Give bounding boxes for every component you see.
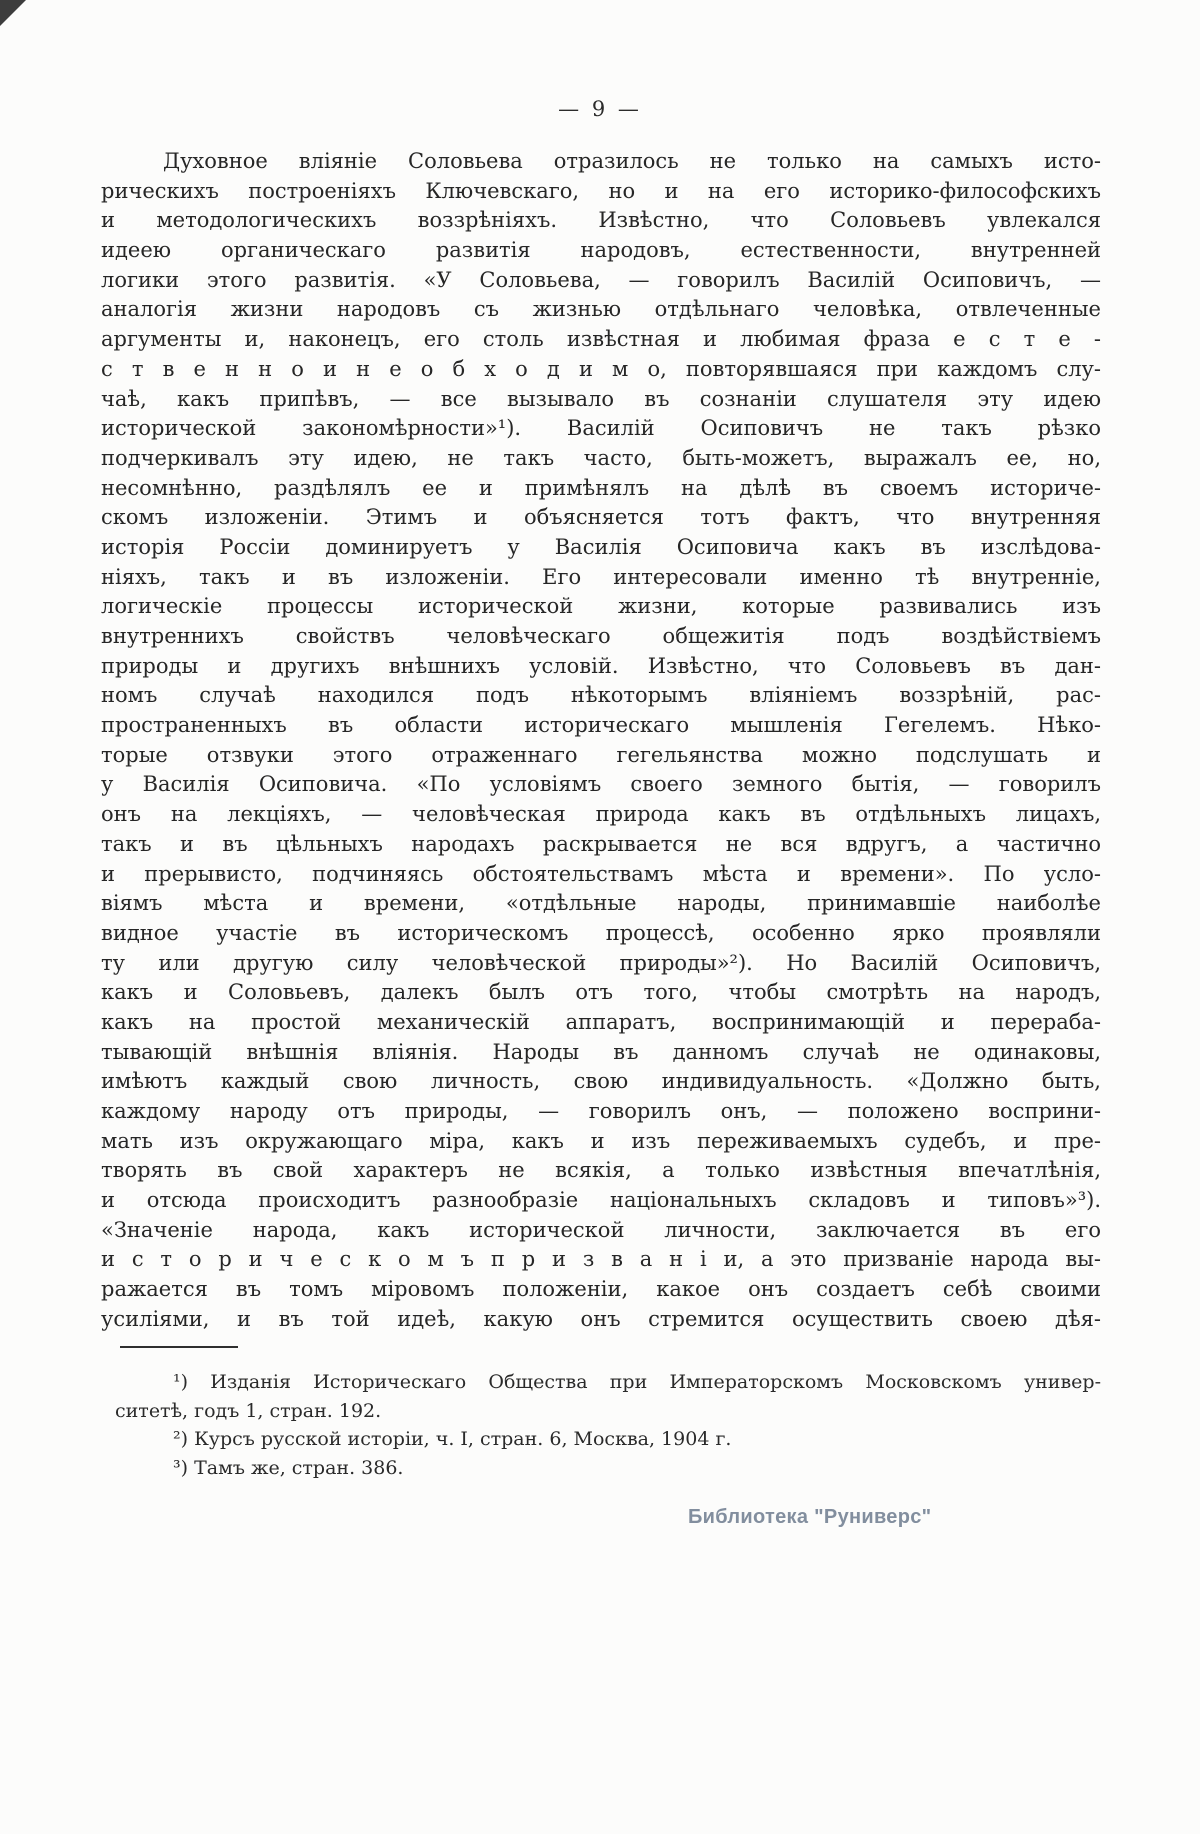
footnote-line: ³) Тамъ же, стран. 386. xyxy=(173,1456,404,1479)
body-line: какъ на простой механическій аппаратъ, воспринимающій и перераба- xyxy=(101,1009,1101,1034)
body-line: природы и другихъ внѣшнихъ условій. Извѣстно, что Соловьевъ въ дан- xyxy=(101,653,1101,678)
body-line: ражается въ томъ міровомъ положеніи, какое онъ создаетъ себѣ своими xyxy=(101,1277,1101,1302)
footnote-line: ²) Курсъ русской исторіи, ч. I, стран. 6, Москва, 1904 г. xyxy=(173,1428,732,1450)
body-line: ту или другую силу человѣческой природы»²). Но Василій Осиповичъ, xyxy=(101,950,1101,975)
body-line: усиліями, и въ той идеѣ, какую онъ стремится осуществить своею дѣя- xyxy=(101,1306,1101,1331)
footnotes xyxy=(101,1368,1101,1482)
body-line: имѣютъ каждый свою личность, свою индивидуальность. «Должно быть, xyxy=(101,1069,1101,1094)
body-line: рическихъ построеніяхъ Ключевскаго, но и на его историко-философскихъ xyxy=(101,178,1101,203)
body-line: пространенныхъ въ области историческаго мышленія Гегелемъ. Нѣко- xyxy=(101,713,1101,738)
body-line: исторія Россіи доминируетъ у Василія Осиповича какъ въ изслѣдова- xyxy=(101,534,1101,559)
body-line: несомнѣнно, раздѣлялъ ее и примѣнялъ на дѣлѣ въ своемъ историче- xyxy=(101,475,1101,500)
page-number: — 9 — xyxy=(558,97,642,121)
body-line: логики этого развитія. «У Соловьева, — говорилъ Василій Осиповичъ, — xyxy=(101,267,1101,292)
body-line: какъ и Соловьевъ, далекъ былъ отъ того, чтобы смотрѣть на народъ, xyxy=(101,980,1101,1005)
body-line: чаѣ, какъ припѣвъ, — все вызывало въ сознаніи слушателя эту идею xyxy=(101,386,1101,411)
body-line: онъ на лекціяхъ, — человѣческая природа какъ въ отдѣльныхъ лицахъ, xyxy=(101,802,1101,827)
body-line: видное участіе въ историческомъ процессѣ, особенно ярко проявляли xyxy=(101,920,1101,945)
body-line: віямъ мѣста и времени, «отдѣльные народы, принимавшіе наиболѣе xyxy=(101,891,1101,916)
body-line: номъ случаѣ находился подъ нѣкоторымъ вліяніемъ воззрѣній, рас- xyxy=(101,683,1101,708)
body-line: аргументы и, наконецъ, его столь извѣстная и любимая фраза е с т е - xyxy=(101,327,1101,352)
body-text xyxy=(101,147,1101,1335)
body-line: и прерывисто, подчиняясь обстоятельствамъ мѣста и времени». По усло- xyxy=(101,861,1101,886)
body-line: мать изъ окружающаго міра, какъ и изъ переживаемыхъ судебъ, и пре- xyxy=(101,1128,1101,1153)
body-line: такъ и въ цѣльныхъ народахъ раскрывается не вся вдругъ, а частично xyxy=(101,831,1101,856)
body-line: и с т о р и ч е с к о м ъ п р и з в а н і и, а это призваніе народа вы- xyxy=(101,1247,1101,1272)
body-line: «Значеніе народа, какъ исторической личности, заключается въ его xyxy=(101,1217,1101,1242)
footnote-line: ¹) Изданія Историческаго Общества при Императорскомъ Московскомъ универ- xyxy=(173,1371,1101,1393)
body-line: и методологическихъ воззрѣніяхъ. Извѣстно, что Соловьевъ увлекался xyxy=(101,208,1101,233)
library-watermark: Библиотека "Руниверс" xyxy=(688,1506,932,1528)
body-line: аналогія жизни народовъ съ жизнью отдѣльнаго человѣка, отвлеченные xyxy=(101,297,1101,322)
body-line: Духовное вліяніе Соловьева отразилось не только на самыхъ исто- xyxy=(163,149,1101,173)
body-line: и отсюда происходитъ разнообразіе національныхъ складовъ и типовъ»³). xyxy=(101,1188,1101,1213)
body-line: ніяхъ, такъ и въ изложеніи. Его интересовали именно тѣ внутренніе, xyxy=(101,564,1101,589)
body-line: у Василія Осиповича. «По условіямъ своего земного бытія, — говорилъ xyxy=(101,772,1101,797)
body-line: торые отзвуки этого отраженнаго гегельянства можно подслушать и xyxy=(101,742,1101,767)
body-line: идеею органическаго развитія народовъ, естественности, внутренней xyxy=(101,238,1101,263)
body-line: каждому народу отъ природы, — говорилъ онъ, — положено восприни- xyxy=(101,1099,1101,1123)
body-line: подчеркивалъ эту идею, не такъ часто, быть-можетъ, выражалъ ее, но, xyxy=(101,445,1101,470)
footnote-line: ситетѣ, годъ 1, стран. 192. xyxy=(115,1399,382,1422)
body-line: логическіе процессы исторической жизни, которые развивались изъ xyxy=(101,594,1101,619)
footnote-separator xyxy=(120,1346,238,1348)
body-line: с т в е н н о и н е о б х о д и м о, повторявшаяся при каждомъ слу- xyxy=(101,356,1101,381)
scan-corner-artifact xyxy=(0,0,26,26)
body-line: внутреннихъ свойствъ человѣческаго общежитія подъ воздѣйствіемъ xyxy=(101,624,1101,648)
body-line: тывающій внѣшнія вліянія. Народы въ данномъ случаѣ не одинаковы, xyxy=(101,1039,1101,1064)
body-line: творять въ свой характеръ не всякія, а только извѣстныя впечатлѣнія, xyxy=(101,1158,1101,1183)
body-line: исторической закономѣрности»¹). Василій Осиповичъ не такъ рѣзко xyxy=(101,416,1101,441)
body-line: скомъ изложеніи. Этимъ и объясняется тотъ фактъ, что внутренняя xyxy=(101,505,1101,530)
